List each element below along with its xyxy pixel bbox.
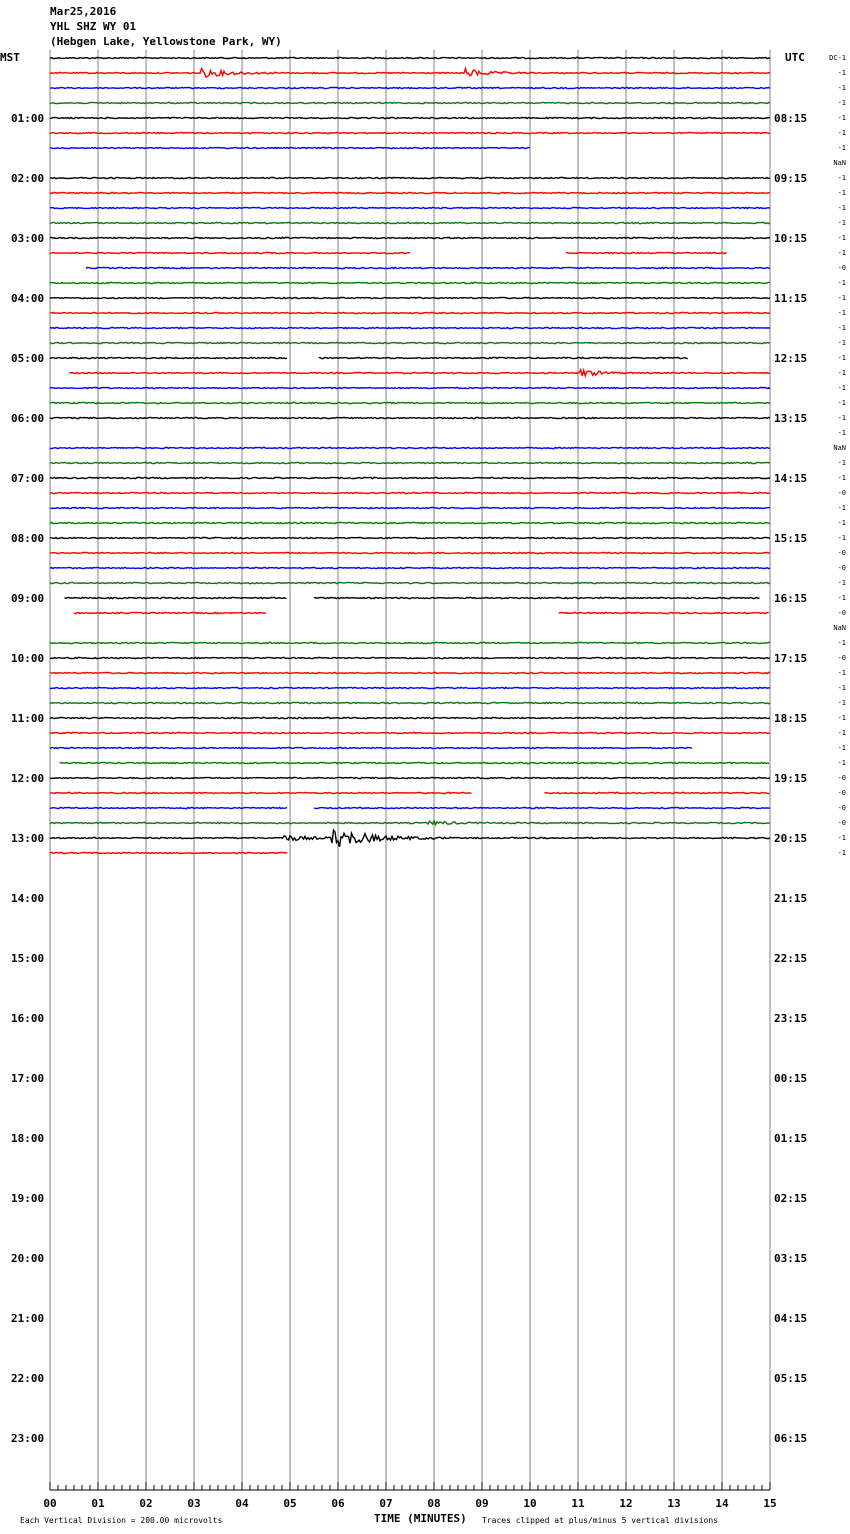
trace-14-segment-0 [86, 267, 770, 268]
trace-offset-label: -1 [837, 579, 846, 587]
trace-offset-label: -1 [837, 744, 846, 752]
trace-3-segment-0 [50, 102, 770, 103]
trace-offset-label: -1 [837, 219, 846, 227]
trace-offset-label: -0 [837, 609, 846, 617]
utc-hour-label: 12:15 [774, 352, 808, 365]
x-tick-label: 13 [667, 1497, 681, 1510]
trace-offset-label: -1 [837, 294, 846, 302]
utc-hour-label: 02:15 [774, 1192, 808, 1205]
x-tick-label: 12 [619, 1497, 633, 1510]
trace-12-segment-0 [50, 237, 770, 238]
utc-hour-label: 10:15 [774, 232, 808, 245]
trace-offset-label: -1 [837, 399, 846, 407]
mst-hour-label: 23:00 [11, 1432, 45, 1445]
trace-0-segment-0 [50, 57, 770, 58]
x-axis-title: TIME (MINUTES) [374, 1512, 467, 1525]
utc-hour-label: 19:15 [774, 772, 808, 785]
trace-20-segment-0 [50, 357, 287, 358]
trace-2-segment-0 [50, 87, 770, 88]
trace-offset-label: -1 [837, 84, 846, 92]
trace-offset-label: -1 [837, 384, 846, 392]
trace-offset-label: DC-1 [829, 54, 846, 62]
vertical-division-note: Each Vertical Division = 200.00 microvolts [20, 1516, 223, 1525]
utc-hour-label: 03:15 [774, 1252, 808, 1265]
trace-37-segment-0 [74, 612, 266, 613]
mst-hour-label: 13:00 [11, 832, 45, 845]
trace-offset-label: -0 [837, 774, 846, 782]
trace-26-segment-0 [50, 447, 770, 448]
trace-47-segment-0 [60, 762, 770, 763]
trace-1-segment-0 [50, 69, 770, 78]
trace-offset-label: -1 [837, 639, 846, 647]
station-label: YHL SHZ WY 01 [50, 20, 137, 33]
x-tick-label: 06 [331, 1497, 345, 1510]
trace-offset-label: -1 [837, 669, 846, 677]
trace-21-segment-0 [69, 370, 770, 376]
trace-offset-label: -1 [837, 69, 846, 77]
mst-hour-label: 19:00 [11, 1192, 45, 1205]
trace-offset-label: -1 [837, 129, 846, 137]
x-tick-label: 08 [427, 1497, 441, 1510]
trace-offset-label: -1 [837, 429, 846, 437]
x-tick-label: 11 [571, 1497, 585, 1510]
trace-offset-label: -1 [837, 504, 846, 512]
utc-hour-label: 21:15 [774, 892, 808, 905]
trace-offset-label: -1 [837, 699, 846, 707]
utc-hour-label: 00:15 [774, 1072, 808, 1085]
x-tick-label: 04 [235, 1497, 249, 1510]
trace-offset-label: -1 [837, 324, 846, 332]
trace-24-segment-0 [50, 417, 770, 418]
mst-hour-label: 05:00 [11, 352, 45, 365]
x-tick-label: 14 [715, 1497, 729, 1510]
trace-offset-label: -0 [837, 789, 846, 797]
trace-offset-label: -1 [837, 354, 846, 362]
trace-offset-label: NaN [833, 444, 846, 452]
trace-31-segment-0 [50, 522, 770, 523]
trace-9-segment-0 [50, 192, 770, 193]
mst-hour-label: 22:00 [11, 1372, 45, 1385]
trace-offset-label: -0 [837, 264, 846, 272]
trace-offset-label: -0 [837, 819, 846, 827]
trace-offset-label: -0 [837, 654, 846, 662]
trace-48-segment-0 [50, 777, 770, 778]
trace-27-segment-0 [50, 462, 770, 463]
trace-offset-label: -1 [837, 834, 846, 842]
date-label: Mar25,2016 [50, 5, 117, 18]
utc-hour-label: 11:15 [774, 292, 808, 305]
trace-45-segment-0 [50, 732, 770, 733]
x-tick-label: 01 [91, 1497, 105, 1510]
utc-hour-label: 04:15 [774, 1312, 808, 1325]
trace-offset-label: -1 [837, 534, 846, 542]
utc-hour-label: 22:15 [774, 952, 808, 965]
trace-offset-label: -1 [837, 189, 846, 197]
trace-18-segment-0 [50, 327, 770, 328]
utc-hour-label: 05:15 [774, 1372, 808, 1385]
trace-offset-label: -1 [837, 759, 846, 767]
mst-hour-label: 15:00 [11, 952, 45, 965]
trace-offset-label: -1 [837, 459, 846, 467]
trace-51-segment-0 [50, 821, 770, 825]
trace-13-segment-0 [50, 252, 410, 253]
trace-23-segment-0 [50, 402, 770, 403]
trace-50-segment-0 [50, 807, 287, 808]
trace-49-segment-0 [50, 792, 472, 793]
utc-hour-label: 09:15 [774, 172, 808, 185]
clip-note: Traces clipped at plus/minus 5 vertical divisions [482, 1516, 719, 1525]
trace-53-segment-0 [50, 852, 287, 853]
mst-axis-label: MST [0, 51, 20, 64]
mst-hour-label: 20:00 [11, 1252, 45, 1265]
trace-offset-label: NaN [833, 624, 846, 632]
mst-hour-label: 09:00 [11, 592, 45, 605]
trace-offset-label: -1 [837, 339, 846, 347]
trace-28-segment-0 [50, 477, 770, 478]
utc-axis-label: UTC [785, 51, 805, 64]
trace-11-segment-0 [50, 222, 770, 223]
mst-hour-label: 12:00 [11, 772, 45, 785]
trace-offset-label: -0 [837, 489, 846, 497]
utc-hour-label: 01:15 [774, 1132, 808, 1145]
trace-36-segment-1 [314, 597, 760, 598]
x-tick-label: 03 [187, 1497, 201, 1510]
trace-19-segment-0 [50, 342, 770, 343]
trace-10-segment-0 [50, 207, 770, 208]
trace-offset-label: -1 [837, 144, 846, 152]
utc-hour-label: 20:15 [774, 832, 808, 845]
x-tick-label: 10 [523, 1497, 537, 1510]
mst-hour-label: 08:00 [11, 532, 45, 545]
utc-hour-label: 08:15 [774, 112, 808, 125]
trace-52-segment-0 [50, 830, 770, 847]
trace-20-segment-1 [319, 357, 688, 358]
mst-hour-label: 02:00 [11, 172, 45, 185]
trace-29-segment-0 [50, 492, 770, 493]
trace-34-segment-0 [50, 567, 770, 568]
trace-offset-label: -1 [837, 519, 846, 527]
trace-offset-label: -1 [837, 729, 846, 737]
trace-15-segment-0 [50, 282, 770, 283]
trace-offset-label: -0 [837, 549, 846, 557]
trace-offset-label: -1 [837, 684, 846, 692]
x-axis [43, 1482, 776, 1510]
trace-37-segment-1 [559, 612, 769, 613]
trace-offset-label: -1 [837, 309, 846, 317]
trace-offset-label: -1 [837, 114, 846, 122]
trace-35-segment-0 [50, 582, 770, 583]
trace-offset-label: -1 [837, 414, 846, 422]
location-label: (Hebgen Lake, Yellowstone Park, WY) [50, 35, 282, 48]
trace-8-segment-0 [50, 177, 770, 178]
mst-hour-label: 03:00 [11, 232, 45, 245]
x-tick-label: 07 [379, 1497, 393, 1510]
trace-offset-label: -0 [837, 804, 846, 812]
utc-hour-label: 23:15 [774, 1012, 808, 1025]
utc-hour-label: 14:15 [774, 472, 808, 485]
mst-hour-label: 14:00 [11, 892, 45, 905]
minute-grid [50, 50, 770, 1490]
utc-hour-label: 16:15 [774, 592, 808, 605]
trace-22-segment-0 [50, 387, 770, 388]
trace-42-segment-0 [50, 687, 770, 688]
trace-offset-label: -0 [837, 564, 846, 572]
utc-hour-label: 18:15 [774, 712, 808, 725]
x-tick-label: 00 [43, 1497, 57, 1510]
utc-hour-label: 06:15 [774, 1432, 808, 1445]
x-tick-label: 02 [139, 1497, 153, 1510]
trace-offset-label: -1 [837, 174, 846, 182]
trace-17-segment-0 [50, 312, 770, 313]
trace-32-segment-0 [50, 537, 770, 538]
mst-hour-label: 01:00 [11, 112, 45, 125]
trace-49-segment-1 [544, 792, 769, 793]
trace-44-segment-0 [50, 717, 770, 718]
trace-33-segment-0 [50, 552, 770, 553]
trace-50-segment-1 [314, 807, 770, 808]
offset-labels [829, 54, 846, 857]
mst-hour-label: 11:00 [11, 712, 45, 725]
mst-hour-label: 06:00 [11, 412, 45, 425]
utc-hour-label: 15:15 [774, 532, 808, 545]
trace-30-segment-0 [50, 507, 770, 508]
trace-offset-label: -1 [837, 369, 846, 377]
trace-36-segment-0 [64, 597, 286, 598]
x-tick-label: 09 [475, 1497, 489, 1510]
mst-hour-label: 07:00 [11, 472, 45, 485]
mst-hour-label: 21:00 [11, 1312, 45, 1325]
mst-hour-label: 17:00 [11, 1072, 45, 1085]
trace-offset-label: -1 [837, 249, 846, 257]
trace-40-segment-0 [50, 657, 770, 658]
trace-offset-label: -1 [837, 849, 846, 857]
trace-offset-label: NaN [833, 159, 846, 167]
utc-hour-label: 13:15 [774, 412, 808, 425]
mst-hour-label: 18:00 [11, 1132, 45, 1145]
mst-hour-label: 10:00 [11, 652, 45, 665]
mst-hour-label: 16:00 [11, 1012, 45, 1025]
trace-offset-label: -1 [837, 99, 846, 107]
trace-offset-label: -1 [837, 234, 846, 242]
trace-4-segment-0 [50, 117, 770, 118]
trace-offset-label: -1 [837, 594, 846, 602]
mst-hour-label: 04:00 [11, 292, 45, 305]
trace-43-segment-0 [50, 702, 770, 703]
utc-hour-label: 17:15 [774, 652, 808, 665]
trace-13-segment-1 [566, 252, 727, 253]
trace-41-segment-0 [50, 672, 770, 673]
trace-39-segment-0 [50, 642, 770, 643]
trace-offset-label: -1 [837, 204, 846, 212]
trace-offset-label: -1 [837, 279, 846, 287]
trace-offset-label: -1 [837, 474, 846, 482]
trace-5-segment-0 [50, 132, 770, 133]
trace-lines [50, 57, 770, 853]
trace-16-segment-0 [50, 297, 770, 298]
trace-offset-label: -1 [837, 714, 846, 722]
x-tick-label: 05 [283, 1497, 297, 1510]
x-tick-label: 15 [763, 1497, 777, 1510]
